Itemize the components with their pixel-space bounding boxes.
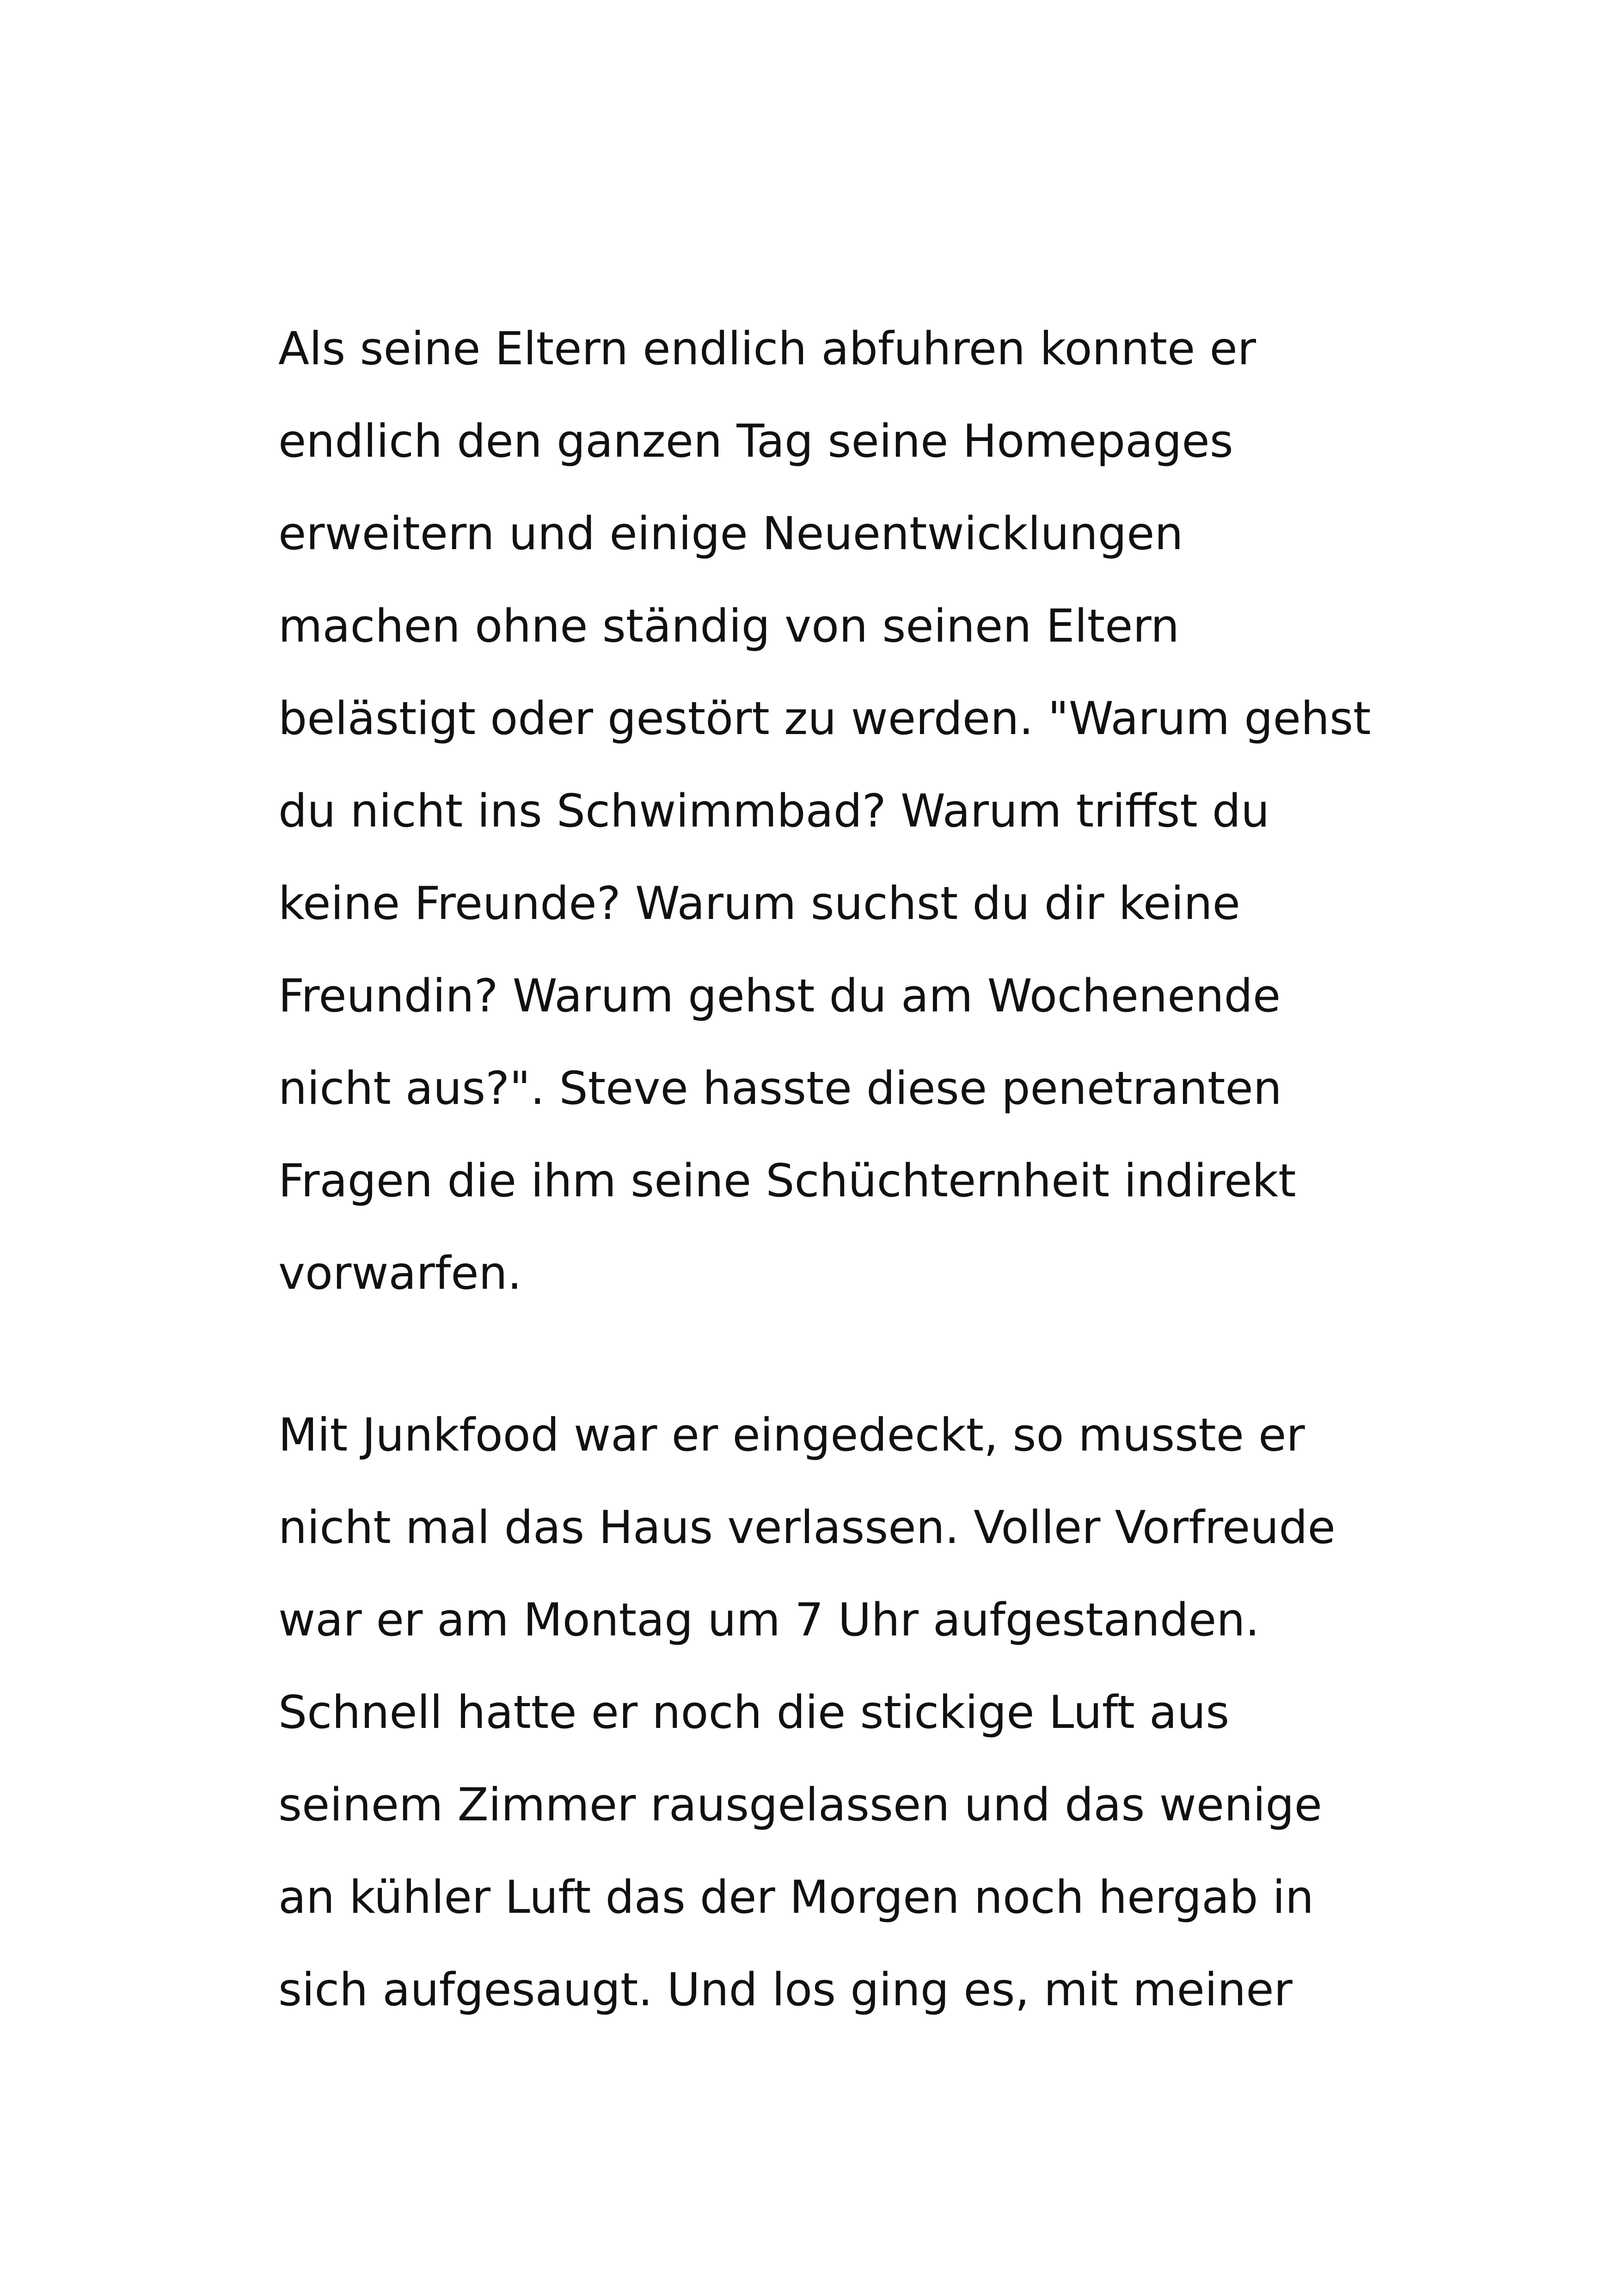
paragraph-1-line-4: machen ohne ständig von seinen Eltern (278, 600, 1180, 653)
paragraph-1-line-9: nicht aus?". Steve hasste diese penetranten (278, 1062, 1282, 1115)
paragraph-1-line-7: keine Freunde? Warum suchst du dir keine (278, 877, 1240, 930)
paragraph-2-line-1: Mit Junkfood war er eingedeckt, so musste er (278, 1409, 1305, 1462)
paragraph-2-line-5: seinem Zimmer rausgelassen und das wenige (278, 1779, 1322, 1831)
paragraph-1-line-10: Fragen die ihm seine Schüchternheit indirekt (278, 1155, 1296, 1207)
paragraph-1-line-11: vorwarfen. (278, 1247, 522, 1300)
paragraph-2-line-4: Schnell hatte er noch die stickige Luft aus (278, 1686, 1230, 1739)
paragraph-2-line-2: nicht mal das Haus verlassen. Voller Vorfreude (278, 1501, 1336, 1554)
paragraph-1-line-3: erweitern und einige Neuentwicklungen (278, 508, 1183, 560)
paragraph-2-line-3: war er am Montag um 7 Uhr aufgestanden. (278, 1594, 1260, 1647)
paragraph-2-line-6: an kühler Luft das der Morgen noch hergab in (278, 1871, 1314, 1924)
paragraph-2-line-7: sich aufgesaugt. Und los ging es, mit meiner (278, 1964, 1293, 2016)
paragraph-1-line-5: belästigt oder gestört zu werden. "Warum gehst (278, 692, 1371, 745)
paragraph-1-line-8: Freundin? Warum gehst du am Wochenende (278, 970, 1281, 1022)
paragraph-1-line-1: Als seine Eltern endlich abfuhren konnte er (278, 323, 1256, 375)
paragraph-1-line-2: endlich den ganzen Tag seine Homepages (278, 415, 1233, 468)
paragraph-1-line-6: du nicht ins Schwimmbad? Warum triffst du (278, 785, 1270, 838)
